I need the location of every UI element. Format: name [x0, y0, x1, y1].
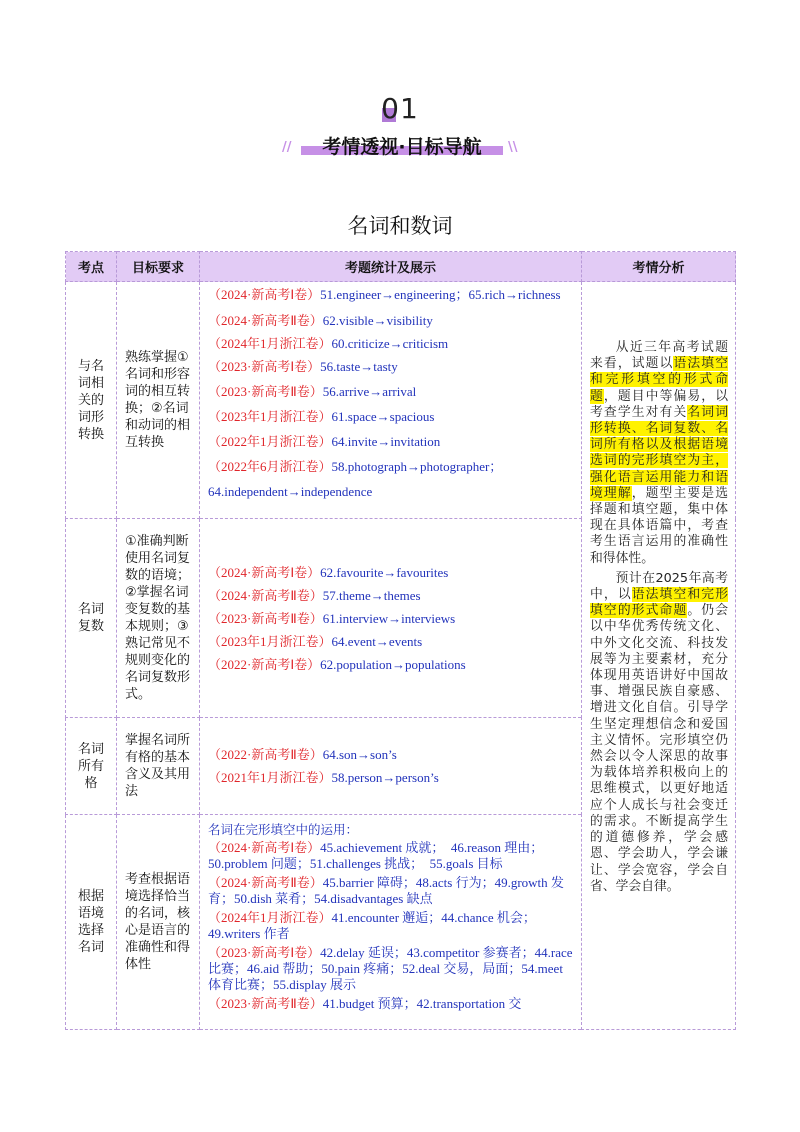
header-point: 考点 — [66, 252, 117, 282]
banner-left-slash: // — [282, 140, 292, 155]
entry: （2022·新高考Ⅰ卷）62.population→populations — [208, 656, 466, 672]
header-analysis: 考情分析 — [582, 252, 736, 282]
row-entries — [200, 519, 582, 718]
entries-subheading: 名词在完形填空中的运用： — [208, 822, 359, 837]
row-point: 与名词相关的词形转换 — [66, 282, 117, 519]
row-goal: 掌握名词所有格的基本含义及其用法 — [117, 718, 200, 815]
entry: （2024·新高考Ⅰ卷）45.achievement 成就； 46.reason 理由；50.problem 问题；51.challenges 挑战； 55.goals 目标 — [208, 840, 544, 871]
entry: （2024·新高考Ⅰ卷）51.engineer→engineering；65.rich→richness — [208, 287, 561, 302]
analysis-cell — [582, 282, 736, 1030]
entry: （2023年1月浙江卷）61.space→spacious — [208, 409, 435, 424]
entry: （2022·新高考Ⅱ卷）64.son→son’s — [208, 747, 397, 762]
row-entries — [200, 718, 582, 815]
entry: （2024·新高考Ⅱ卷）45.barrier 障碍；48.acts 行为；49.growth 发育；50.dish 菜肴；54.disadvantages 缺点 — [208, 875, 564, 906]
entry: 64.independent→independence — [208, 484, 373, 499]
banner-right-slash: \\ — [508, 140, 518, 155]
row-entries — [200, 282, 582, 519]
entry: （2024·新高考Ⅱ卷）57.theme→themes — [208, 587, 421, 603]
row-point: 名词复数 — [66, 519, 117, 718]
entry: （2022年1月浙江卷）64.invite→invitation — [208, 434, 441, 449]
banner-title: 考情透视·目标导航 — [322, 136, 482, 158]
entry: （2023·新高考Ⅱ卷）61.interview→interviews — [208, 610, 456, 626]
table-row — [66, 282, 736, 519]
header-questions: 考题统计及展示 — [200, 252, 582, 282]
entry: （2023年1月浙江卷）64.event→events — [208, 633, 423, 649]
row-goal: 考查根据语境选择恰当的名词，核心是语言的准确性和得体性 — [117, 815, 200, 1030]
section-number: 01 — [381, 92, 419, 125]
header-goal: 目标要求 — [117, 252, 200, 282]
row-point: 名词所有格 — [66, 718, 117, 815]
entry: （2023·新高考Ⅱ卷）41.budget 预算；42.transportation 交 — [208, 996, 522, 1011]
document-title: 名词和数词 — [347, 214, 453, 238]
analysis-paragraph-1: 从近三年高考试题来看，试题以语法填空和完形填空的形式命题，题目中等偏易，以考查学生对有关名词词形转换、名词复数、名词所有格以及根据语境选词的完形填空为主，强化语言运用能力和语境理解，题型主要是选择题和填空题，集中体现在具体语篇中，考查考生语言运用的准确性和得体性。 — [590, 340, 729, 566]
analysis-paragraph-2: 预计在2025年高考中，以语法填空和完形填空的形式命题。仍会以中华优秀传统文化、中外文化交流、科技发展等为主要素材，充分体现用英语讲好中国故事、增强民族自豪感、增进文化自信。引导学生坚定理想信念和爱国主义情怀。完形填空仍然会以令人深思的故事为载体培养积极向上的思维模式，以更好地适应个人成长与社会变迁的需求。不断提高学生的道德修养，学会感恩、学会助人，学会谦让、学会宽容，学会自省、学会自律。 — [590, 570, 729, 894]
entry: （2024·新高考Ⅰ卷）62.favourite→favourites — [208, 564, 449, 580]
entry: （2022年6月浙江卷）58.photograph→photographer； — [208, 459, 503, 474]
entry: （2023·新高考Ⅰ卷）56.taste→tasty — [208, 359, 398, 374]
row-point: 根据语境选择名词 — [66, 815, 117, 1030]
row-goal: ①准确判断使用名词复数的语境；②掌握名词变复数的基本规则；③熟记常见不规则变化的名词复数形式。 — [117, 519, 200, 718]
entry: （2021年1月浙江卷）58.person→person’s — [208, 770, 439, 785]
table-header-row — [66, 252, 736, 282]
entry: （2024年1月浙江卷）41.encounter 邂逅；44.chance 机会；49.writers 作者 — [208, 910, 536, 941]
row-goal: 熟练掌握①名词和形容词的相互转换；②名词和动词的相互转换 — [117, 282, 200, 519]
entry: （2024年1月浙江卷）60.criticize→criticism — [208, 336, 449, 351]
exam-analysis-table — [65, 251, 736, 1030]
row-entries — [200, 815, 582, 1030]
entry: （2024·新高考Ⅱ卷）62.visible→visibility — [208, 313, 433, 328]
entry: （2023·新高考Ⅰ卷）42.delay 延误；43.competitor 参赛者；44.race 比赛；46.aid 帮助；50.pain 疼痛；52.deal 交易，局面；54.meet 体育比赛；55.display 展示 — [208, 945, 573, 992]
section-banner — [297, 132, 507, 156]
entry: （2023·新高考Ⅱ卷）56.arrive→arrival — [208, 384, 417, 399]
